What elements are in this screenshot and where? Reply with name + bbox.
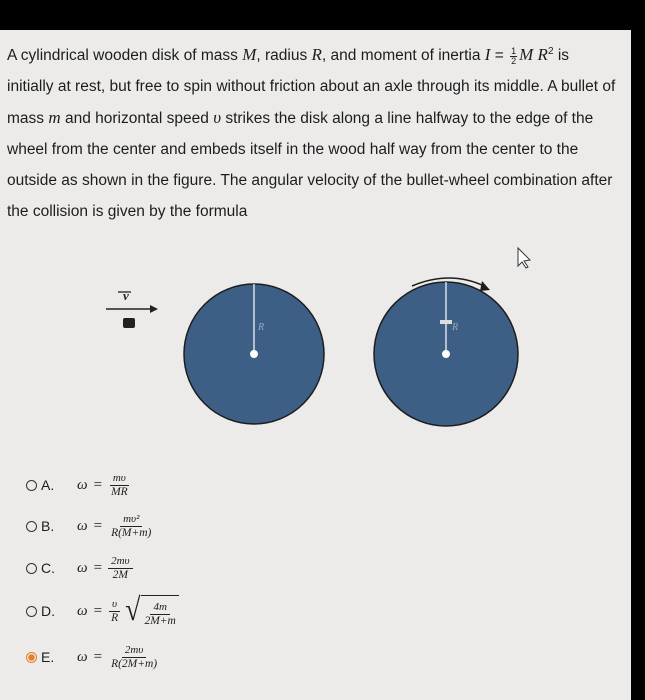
radio-b[interactable]	[26, 521, 37, 532]
question-text-part: , radius	[256, 47, 308, 65]
option-letter: B.	[41, 518, 55, 534]
question-text-part: A cylindrical wooden disk of mass	[7, 47, 238, 65]
option-a-fraction	[108, 472, 131, 499]
equals-sign: =	[93, 476, 103, 493]
option-letter: C.	[41, 560, 55, 576]
disk-after	[374, 278, 518, 426]
option-e[interactable]	[26, 637, 160, 677]
inertia-symbol: I	[484, 45, 491, 65]
radio-a[interactable]	[26, 480, 37, 491]
mr-squared: M R	[519, 45, 548, 65]
speed-symbol: υ	[213, 108, 221, 128]
left-radius-label: R	[258, 322, 265, 333]
sqrt-body	[141, 595, 178, 628]
option-e-fraction	[108, 644, 160, 671]
radio-d[interactable]	[26, 606, 37, 617]
option-letter: A.	[41, 477, 55, 493]
option-c-fraction	[108, 555, 133, 582]
fraction-denominator: MR	[111, 485, 128, 498]
radio-c[interactable]	[26, 563, 37, 574]
option-d[interactable]	[26, 591, 179, 631]
fraction-denominator: R	[111, 611, 119, 624]
disk-before	[184, 284, 324, 424]
equals-sign: =	[93, 517, 103, 534]
left-axle-icon	[250, 350, 258, 358]
square-exponent: 2	[547, 46, 554, 57]
question-text-part: is initially at rest, but free to spin without friction about an axle through its middle. A bullet of mass	[7, 47, 616, 128]
equals-sign: =	[494, 47, 504, 65]
question-text-part: , and moment of inertia	[321, 47, 481, 65]
omega-symbol: ω	[77, 476, 88, 493]
option-d-fraction	[141, 601, 178, 628]
fraction-numerator: 1	[511, 45, 517, 56]
right-radius-label: R	[452, 322, 459, 333]
fraction-numerator: 2mυ	[122, 644, 147, 658]
omega-symbol: ω	[77, 648, 88, 665]
equals-sign: =	[93, 602, 103, 619]
fraction-denominator: R(2M+m)	[111, 657, 158, 670]
equals-sign: =	[93, 648, 103, 665]
option-b-fraction	[108, 513, 154, 540]
question-text-part: strikes the disk along a line halfway to the edge of the wheel from the center and embeds itself in the wood half way from the center to the outside as shown in the figure. The angular velocity of the bullet-wheel combination after the collision is given by the formula	[7, 110, 613, 221]
omega-symbol: ω	[77, 559, 88, 576]
bullet-body	[123, 318, 135, 328]
fraction-denominator: 2M+m	[144, 614, 176, 627]
omega-symbol: ω	[77, 602, 88, 619]
velocity-label: v	[123, 288, 129, 303]
option-letter: D.	[41, 603, 55, 619]
option-letter: E.	[41, 649, 55, 665]
equals-sign: =	[93, 559, 103, 576]
fraction-numerator: 2mυ	[108, 555, 133, 569]
question-text-part: and horizontal speed	[64, 110, 209, 128]
radio-e-selected[interactable]	[26, 652, 37, 663]
cursor-icon	[518, 248, 530, 268]
mass-symbol: M	[242, 45, 257, 65]
option-d-prefactor	[108, 598, 121, 625]
fraction-denominator: 2	[511, 55, 517, 66]
square-root	[121, 592, 179, 629]
sqrt-icon: √	[125, 592, 141, 629]
option-c[interactable]	[26, 548, 133, 588]
embedded-bullet	[440, 320, 452, 324]
bullet-icon	[106, 288, 158, 328]
option-a[interactable]	[26, 465, 131, 505]
bullet-mass-symbol: m	[48, 108, 61, 128]
fraction-numerator: υ	[109, 598, 120, 612]
fraction-denominator: R(M+m)	[111, 526, 152, 539]
radius-symbol: R	[311, 45, 322, 65]
fraction-numerator: mυ	[110, 472, 129, 486]
rotation-arrow-head-icon	[480, 281, 490, 291]
fraction-denominator: 2M	[112, 568, 128, 581]
fraction-numerator: mυ²	[120, 513, 142, 527]
fraction-numerator: 4m	[150, 601, 169, 615]
arrow-head-icon	[150, 305, 158, 313]
right-axle-icon	[442, 350, 450, 358]
option-b[interactable]	[26, 506, 154, 546]
omega-symbol: ω	[77, 517, 88, 534]
